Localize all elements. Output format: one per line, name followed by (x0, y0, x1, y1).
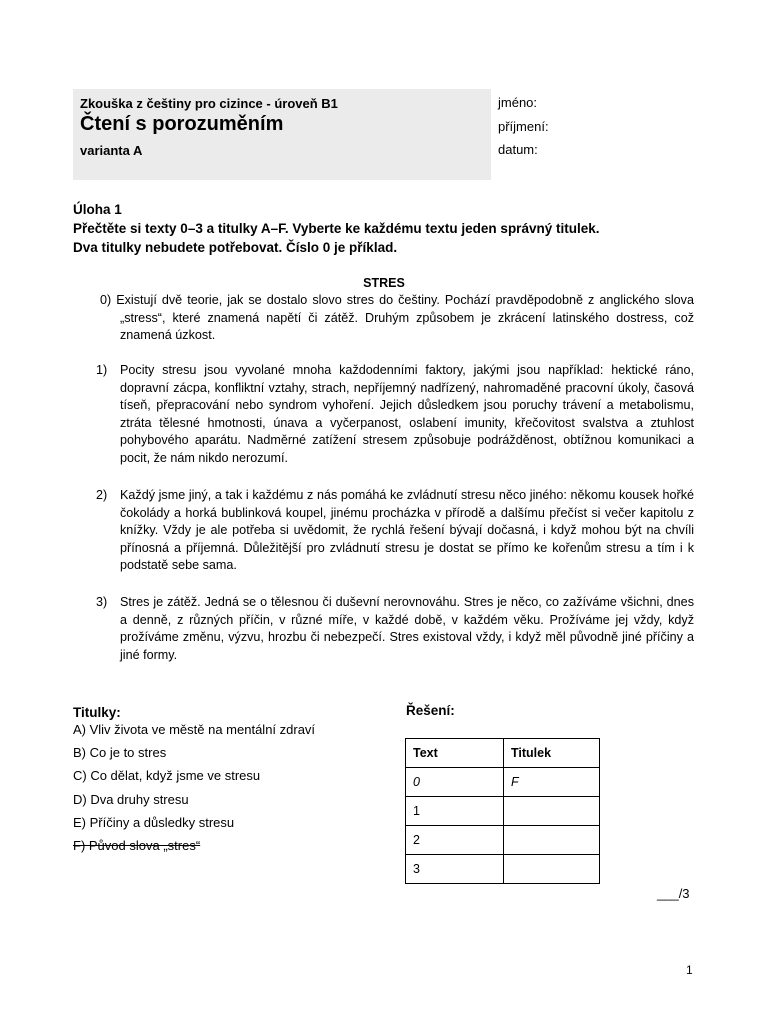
title-option-b: B) Co je to stres (73, 745, 167, 761)
text-heading: STRES (363, 276, 405, 290)
solution-table (405, 738, 600, 884)
title-option-f-example: F) Původ slova „stres“ (73, 837, 201, 853)
text-paragraph-0-body (100, 292, 694, 345)
text-paragraph-1 (96, 362, 694, 468)
answer-cell[interactable] (504, 826, 600, 855)
title-option-a: A) Vliv života ve městě na mentální zdraví (73, 722, 316, 737)
column-header-text: Text (406, 739, 504, 768)
paragraph-text: Existují dvě teorie, jak se dostalo slovo stres do češtiny. Pochází pravděpodobně z anglického slova „stress“, které znamená napětí či zátěž. Druhým způsobem je zkrácení latinského dostress, což znamená úzkost. (116, 293, 694, 343)
text-number-cell: 1 (406, 797, 504, 826)
paragraph-number: 1) (96, 363, 108, 377)
title-option-e: E) Příčiny a důsledky stresu (73, 814, 235, 830)
paragraph-number: 0) (100, 293, 112, 307)
exam-variant: varianta A (80, 143, 143, 158)
table-row (406, 768, 600, 797)
exam-title: Čtení s porozuměním (80, 113, 284, 135)
table-row (406, 855, 600, 884)
text-number-cell: 0 (406, 768, 504, 797)
title-option-d: D) Dva druhy stresu (73, 791, 189, 807)
paragraph-text: Každý jsme jiný, a tak i každému z nás pomáhá ke zvládnutí stresu něco jiného: někomu kousek hořké čokolády a horká bublinková koupel, jinému procházka v přírodě a dalšímu přečíst si večer kapitolu z knížky. Vždy je ale potřeba si uvědomit, že rychlá řešení bývají dočasná, i když mohou být na chvíli přínosná a příjemná. Důležitější pro zvládnutí stresu je dostat se přímo ke kořenům stresu a tím i k podstatě sebe sama. (120, 488, 694, 573)
titles-heading: Titulky: (73, 705, 121, 720)
task-instructions (73, 219, 693, 257)
exam-name: Zkouška z češtiny pro cizince - úroveň B1 (80, 96, 338, 111)
answer-cell[interactable] (504, 855, 600, 884)
text-number-cell: 2 (406, 826, 504, 855)
solution-heading: Řešení: (406, 703, 455, 718)
column-header-title: Titulek (504, 739, 600, 768)
paragraph-text: Pocity stresu jsou vyvolané mnoha každodenními faktory, jakými jsou například: hektické ráno, dopravní zácpa, konfliktní vztahy, strach, nepříjemný nadřízený, nahromaděné pracovní úkoly, časová tíseň, přepracování nebo syndrom vyhoření. Jejich důsledkem jsou poruchy trávení a metabolismu, ztráta tělesné hmotnosti, únava a vyčerpanost, oslabení imunity, křečovitost svalstva a ztuhlost pohybového aparátu. Nadměrné zatížení stresem způsobuje podrážděnost, obtížnou komunikaci a pocit, že nám nikdo nerozumí. (120, 363, 694, 465)
task-instruction-line: Dva titulky nebudete potřebovat. Číslo 0 je příklad. (73, 240, 398, 255)
score-field: ___/3 (657, 886, 690, 901)
answer-cell[interactable] (504, 797, 600, 826)
answer-cell-example: F (504, 768, 600, 797)
task-instruction-line: Přečtěte si texty 0–3 a titulky A–F. Vyberte ke každému textu jeden správný titulek. (73, 221, 600, 236)
date-field-label: datum: (498, 142, 538, 157)
student-info-fields (498, 95, 549, 166)
page-number: 1 (686, 963, 693, 977)
titles-list (73, 722, 315, 861)
table-row (406, 797, 600, 826)
title-option-c: C) Co dělat, když jsme ve stresu (73, 768, 261, 784)
task-title: Úloha 1 (73, 202, 122, 217)
text-paragraph-2 (96, 487, 694, 575)
text-number-cell: 3 (406, 855, 504, 884)
surname-field-label: příjmení: (498, 118, 549, 134)
table-row (406, 826, 600, 855)
paragraph-text: Stres je zátěž. Jedná se o tělesnou či duševní nerovnováhu. Stres je něco, co zažíváme všichni, dnes a denně, z různých příčin, v různé míře, v každé době, v každém věku. Prožíváme jej vždy, když prožíváme změnu, výzvu, hrozbu či nebezpečí. Stres existoval vždy, i když měl původně jiné příčiny a jiné formy. (120, 595, 694, 662)
name-field-label: jméno: (498, 95, 538, 110)
exam-header-box (73, 89, 491, 180)
table-header-row (406, 739, 600, 768)
paragraph-number: 2) (96, 488, 108, 502)
paragraph-number: 3) (96, 595, 108, 609)
text-paragraph-3 (96, 594, 694, 664)
